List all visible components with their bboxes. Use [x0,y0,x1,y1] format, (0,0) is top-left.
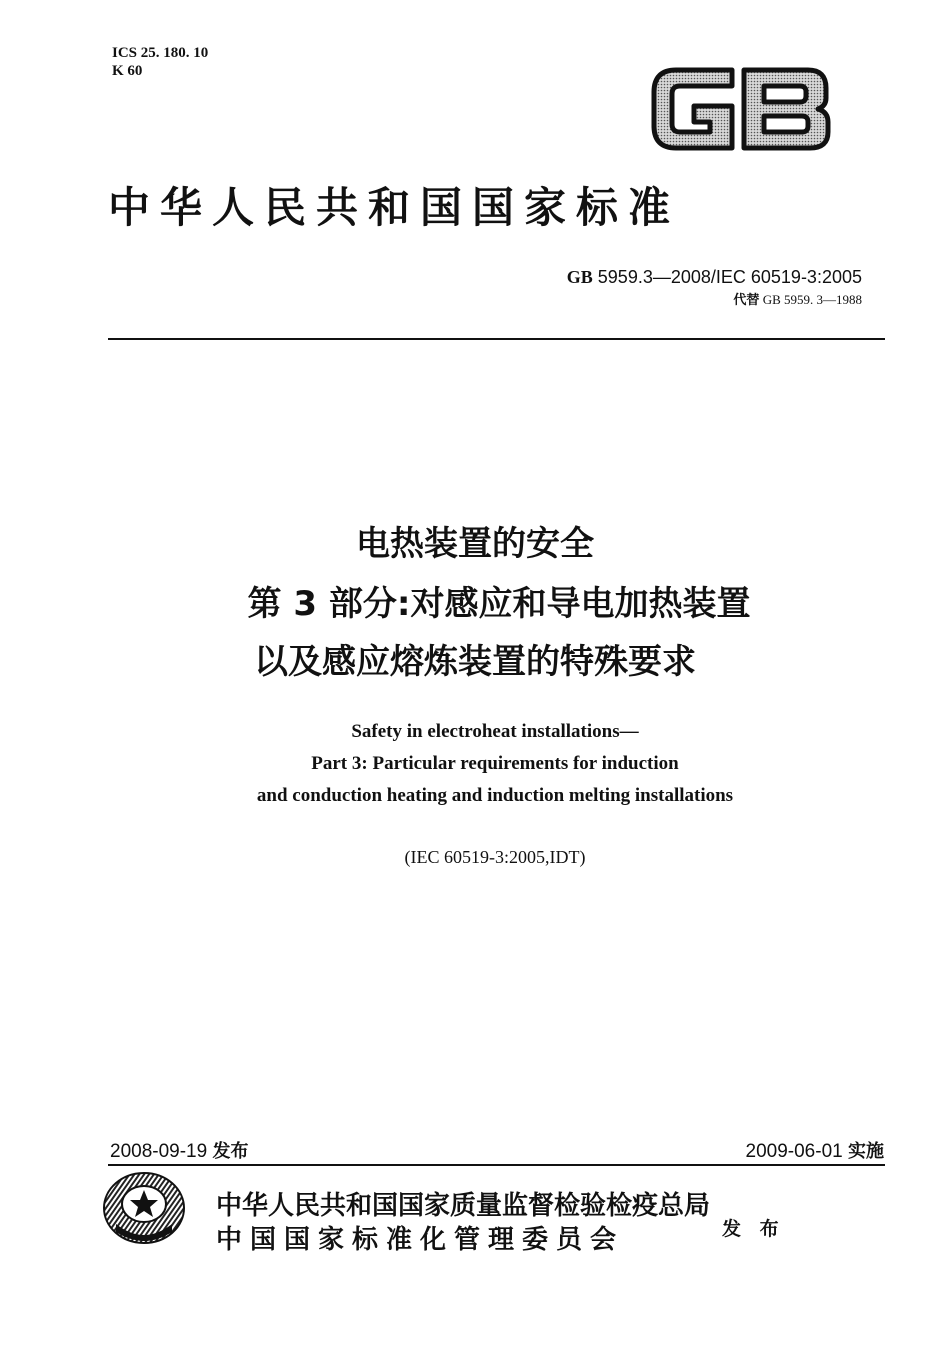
national-standard-heading: 中华人民共和国国家标准 [108,183,681,232]
gb-logo [648,62,834,156]
title-zh-line-1: 电热装置的安全 [356,524,594,564]
release-label: 发 布 [722,1218,785,1240]
title-zh-line-3: 以及感应熔炼装置的特殊要求 [254,642,696,682]
impl-date-value: 2009-06-01 [745,1141,843,1162]
title-en-line-2: Part 3: Particular requirements for induction [311,753,679,774]
issue-date [110,1137,248,1163]
issue-label: 发布 [212,1141,249,1162]
ics-code: ICS 25. 180. 10 [112,45,209,61]
title-en-line-3: and conduction heating and induction melting installations [256,785,734,806]
classification-codes [112,44,208,80]
seal-emblem [102,1170,186,1246]
top-rule [108,338,885,340]
equivalence-note: (IEC 60519-3:2005,IDT) [404,847,586,867]
issuer-line-1: 中华人民共和国国家质量监督检验检疫总局 [216,1191,711,1221]
issuer-line-2: 中国国家标准化管理委员会 [216,1225,625,1255]
standard-prefix: GB [566,267,593,287]
bottom-rule [108,1164,885,1166]
replaces-note [733,289,862,308]
implementation-date [746,1137,884,1163]
standard-number-value: 5959.3—2008/IEC 60519-3:2005 [597,267,862,287]
replaces-label: 代替 [733,293,760,308]
impl-label: 实施 [848,1141,884,1162]
title-en-line-1: Safety in electroheat installations— [351,721,639,742]
title-zh-line-2: 第 3 部分:对感应和导电加热装置 [247,584,751,624]
issue-date-value: 2008-09-19 [110,1141,208,1162]
replaces-value: GB 5959. 3—1988 [762,292,862,307]
standard-number [567,266,862,288]
ccs-code: K 60 [112,63,143,79]
